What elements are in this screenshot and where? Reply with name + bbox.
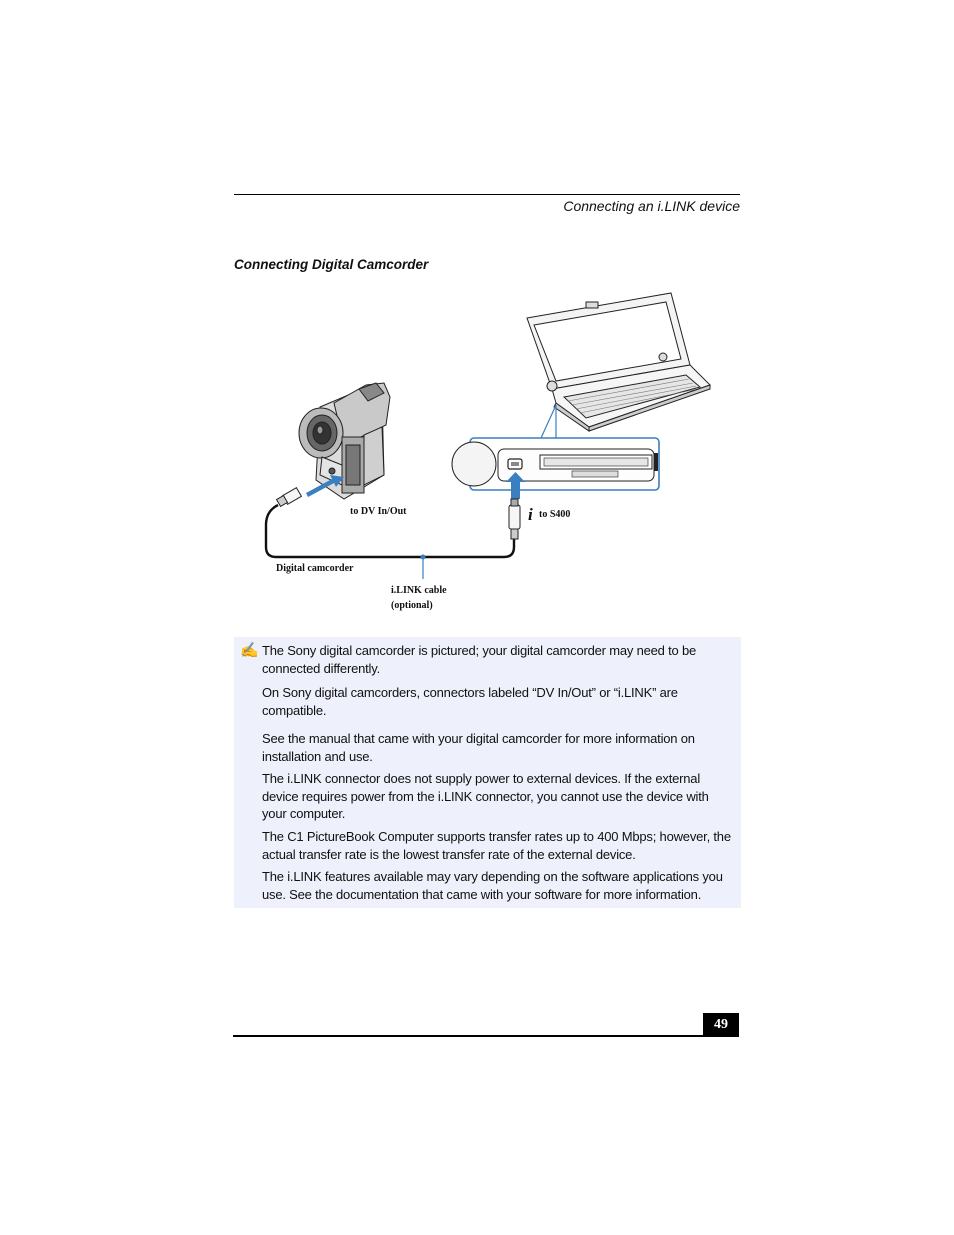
connection-figure [234, 285, 740, 625]
running-header: Connecting an i.LINK device [563, 198, 740, 214]
camcorder-plug [277, 488, 302, 507]
laptop-illustration [527, 293, 710, 431]
note-paragraph-2: On Sony digital camcorders, connectors labeled “DV In/Out” or “i.LINK” are compatible. [262, 685, 678, 718]
page-number: 49 [703, 1013, 739, 1036]
section-title: Connecting Digital Camcorder [234, 257, 429, 272]
camcorder-illustration [299, 383, 390, 499]
label-dv-in-out: to DV In/Out [350, 506, 407, 517]
note-pencil-icon: ✍ [240, 642, 259, 659]
note-paragraph-5: The C1 PictureBook Computer supports transfer rates up to 400 Mbps; however, the actual transfer rate is the lowest transfer rate of the external device. [262, 829, 731, 862]
note-paragraph-3: See the manual that came with your digital camcorder for more information on installation and use. [262, 731, 695, 764]
label-optional: (optional) [391, 600, 433, 611]
label-digital-camcorder: Digital camcorder [276, 563, 354, 574]
port-closeup [452, 438, 659, 490]
note-paragraph-6: The i.LINK features available may vary depending on the software applications you use. See the documentation that came with your software for more information. [262, 869, 723, 902]
label-to-s400: to S400 [539, 509, 571, 520]
callout-lines [541, 405, 556, 438]
label-ilink-cable: i.LINK cable [391, 585, 447, 596]
laptop-plug [509, 499, 520, 539]
note-box [234, 637, 741, 908]
footer-rule [233, 1035, 739, 1037]
note-paragraph-1: The Sony digital camcorder is pictured; your digital camcorder may need to be connected differently. [262, 643, 697, 676]
ilink-symbol-icon: i [528, 505, 533, 524]
note-paragraph-4: The i.LINK connector does not supply power to external devices. If the external device requires power from the i.LINK connector, you cannot use the device with your computer. [262, 771, 709, 821]
header-rule [234, 194, 740, 195]
